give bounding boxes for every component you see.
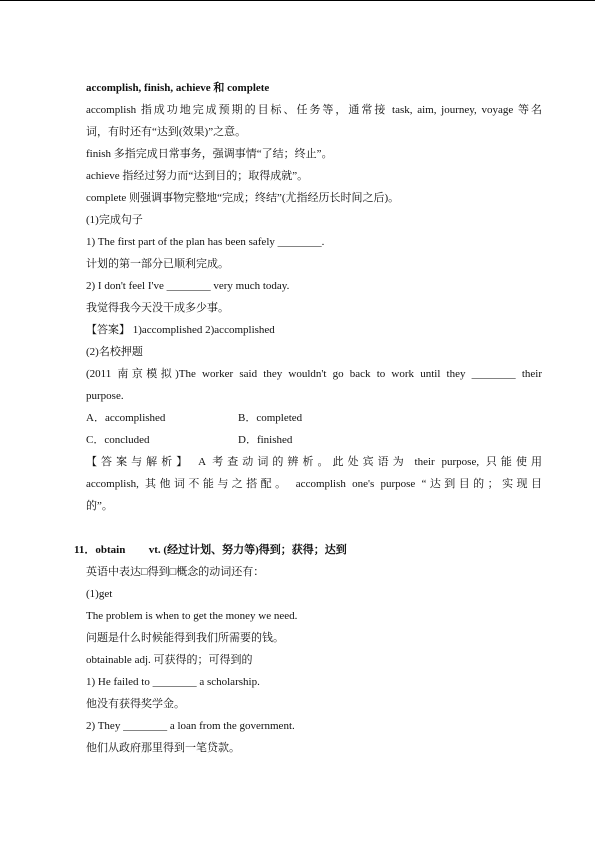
- options-row-2: [86, 429, 542, 451]
- mock-exam-question-line1: (2011 南京模拟)The worker said they wouldn't go back to work until they ________ their: [86, 368, 542, 380]
- option-b: B．completed: [238, 412, 303, 424]
- get-example-translation: 问题是什么时候能得到我们所需要的钱。: [86, 632, 284, 644]
- exercise-question-1: 1) The first part of the plan has been safely ________.: [86, 236, 325, 248]
- exercise-answer: 【答案】 1)accomplished 2)accomplished: [86, 324, 275, 336]
- top-border-line: [0, 0, 595, 1]
- accomplish-definition-line2: 词，有时还有“达到(效果)”之意。: [86, 126, 247, 138]
- mock-exam-question-line2: purpose.: [86, 390, 124, 402]
- exercise-question-1-translation: 计划的第一部分已顺利完成。: [86, 258, 229, 270]
- get-subheading: (1)get: [86, 588, 113, 600]
- obtain-question-1: 1) He failed to ________ a scholarship.: [86, 676, 260, 688]
- option-c: C．concluded: [86, 434, 150, 446]
- obtain-intro: 英语中表达□得到□概念的动词还有：: [86, 566, 265, 578]
- section-spacer: [86, 517, 542, 539]
- mock-exam-heading: (2)名校押题: [86, 346, 143, 358]
- option-a: A．accomplished: [86, 412, 166, 424]
- obtain-question-1-translation: 他没有获得奖学金。: [86, 698, 185, 710]
- complete-definition: complete 则强调事物完整地“完成；终结”(尤指经历长时间之后)。: [86, 192, 400, 204]
- obtain-definition: vt. (经过计划、努力等)得到；获得；达到: [148, 544, 347, 556]
- obtainable-definition: obtainable adj. 可获得的；可得到的: [86, 654, 253, 666]
- options-row-1: [86, 407, 542, 429]
- option-d: D．finished: [238, 434, 293, 446]
- finish-definition: finish 多指完成日常事务，强调事情“了结；终止”。: [86, 148, 333, 160]
- obtain-number: 11．obtain: [74, 544, 126, 556]
- exercise-heading: (1)完成句子: [86, 214, 143, 226]
- exercise-question-2-translation: 我觉得我今天没干成多少事。: [86, 302, 229, 314]
- analysis-line3: 的”。: [86, 500, 113, 512]
- analysis-line1: 【答案与解析】 A 考查动词的辨析。此处宾语为 their purpose, 只能使用: [86, 456, 542, 468]
- accomplish-definition-line1: accomplish 指成功地完成预期的目标、任务等，通常接 task, aim, journey, voyage 等名: [86, 104, 542, 116]
- obtain-heading: [74, 539, 530, 561]
- exercise-question-2: 2) I don't feel I've ________ very much today.: [86, 280, 290, 292]
- section-title: accomplish, finish, achieve 和 complete: [86, 82, 270, 94]
- analysis-line2: accomplish, 其他词不能与之搭配。 accomplish one's purpose “达到目的；实现目: [86, 478, 542, 490]
- get-example: The problem is when to get the money we need.: [86, 610, 298, 622]
- achieve-definition: achieve 指经过努力而“达到目的；取得成就”。: [86, 170, 309, 182]
- document-page: [74, 77, 542, 759]
- obtain-question-2: 2) They ________ a loan from the government.: [86, 720, 295, 732]
- obtain-question-2-translation: 他们从政府那里得到一笔贷款。: [86, 742, 240, 754]
